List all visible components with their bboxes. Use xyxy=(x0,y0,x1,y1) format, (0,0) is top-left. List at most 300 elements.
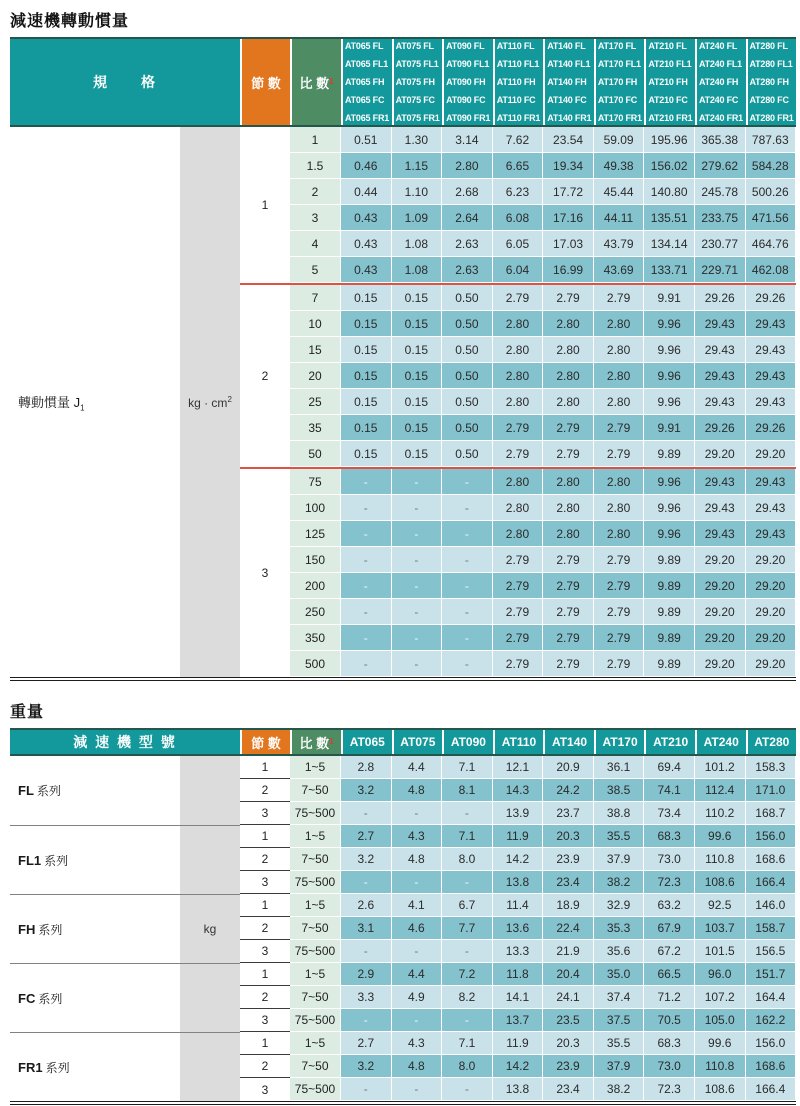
value-cell: 2.63 xyxy=(442,257,493,282)
value-cell: 2.79 xyxy=(493,285,544,310)
value-cell: 6.23 xyxy=(493,179,544,204)
ratio-cell: 10 xyxy=(290,311,341,336)
value-cell: 3.1 xyxy=(341,917,392,940)
weight-unit-cell xyxy=(180,1032,240,1101)
value-cell: 2.79 xyxy=(594,415,645,440)
value-cell: 3.2 xyxy=(341,848,392,871)
weight-series-rows xyxy=(240,1032,796,1101)
value-cell: 23.9 xyxy=(543,848,594,871)
value-cell: 29.43 xyxy=(695,311,746,336)
section-number-cell: 1 xyxy=(240,963,290,986)
value-cell: 195.96 xyxy=(644,127,695,152)
value-cell: 37.9 xyxy=(594,1055,645,1078)
value-cell: 0.51 xyxy=(341,127,392,152)
weight-data-row xyxy=(240,825,796,848)
value-cell: 2.79 xyxy=(594,599,645,624)
model-column-header-line: AT110 FL1 xyxy=(496,59,540,69)
value-cell: 23.4 xyxy=(543,871,594,894)
value-cell: 2.79 xyxy=(493,599,544,624)
weight-unit-cell xyxy=(180,894,240,963)
section-number-cell: 3 xyxy=(240,871,290,894)
value-cell: 6.7 xyxy=(442,894,493,917)
value-cell: - xyxy=(442,871,493,894)
value-cell: 500.26 xyxy=(746,179,797,204)
value-cell: - xyxy=(341,651,392,676)
inertia-data-row xyxy=(290,547,796,573)
value-cell: 7.1 xyxy=(442,756,493,779)
value-cell: 29.43 xyxy=(746,521,797,546)
value-cell: 365.38 xyxy=(695,127,746,152)
value-cell: 1.15 xyxy=(392,153,443,178)
value-cell: 2.80 xyxy=(543,389,594,414)
model-column-header xyxy=(493,39,544,125)
value-cell: 2.80 xyxy=(493,337,544,362)
weight-data-row xyxy=(240,871,796,894)
weight-ratio-header-cell: 比 數 1 xyxy=(290,730,341,754)
inertia-section-group xyxy=(240,283,796,467)
value-cell: 29.20 xyxy=(695,651,746,676)
value-cell: 2.64 xyxy=(442,205,493,230)
inertia-data-row xyxy=(290,573,796,599)
value-cell: 0.15 xyxy=(341,285,392,310)
section-number-cell: 3 xyxy=(240,802,290,825)
weight-ratio-header-label: 比 數 xyxy=(299,735,330,751)
value-cell: 2.80 xyxy=(594,389,645,414)
value-cell: 0.43 xyxy=(341,257,392,282)
value-cell: 0.15 xyxy=(341,441,392,466)
model-column-header: AT065 xyxy=(341,730,392,754)
value-cell: 166.4 xyxy=(746,871,797,894)
value-cell: 2.80 xyxy=(543,311,594,336)
model-column-header-line: AT240 FL1 xyxy=(698,59,742,69)
model-column-header-line: AT090 FC xyxy=(446,95,486,105)
value-cell: 11.9 xyxy=(493,825,544,848)
value-cell: 43.69 xyxy=(594,257,645,282)
section-number-cell: 3 xyxy=(240,1009,290,1032)
value-cell: 2.80 xyxy=(543,495,594,520)
model-column-header: AT110 xyxy=(493,730,544,754)
model-column-header-line: AT140 FC xyxy=(547,95,587,105)
value-cell: 2.80 xyxy=(493,389,544,414)
inertia-data-row xyxy=(290,127,796,153)
value-cell: - xyxy=(392,521,443,546)
value-cell: 171.0 xyxy=(746,779,797,802)
value-cell: 37.5 xyxy=(594,1009,645,1032)
value-cell: 66.5 xyxy=(644,963,695,986)
value-cell: - xyxy=(341,573,392,598)
value-cell: 0.50 xyxy=(442,415,493,440)
value-cell: 9.89 xyxy=(644,625,695,650)
value-cell: 2.9 xyxy=(341,963,392,986)
inertia-data-row xyxy=(290,469,796,495)
value-cell: 9.89 xyxy=(644,573,695,598)
value-cell: 9.96 xyxy=(644,363,695,388)
inertia-data-row xyxy=(290,153,796,179)
value-cell: 1.30 xyxy=(392,127,443,152)
model-column-header-line: AT110 FC xyxy=(496,95,536,105)
value-cell: 471.56 xyxy=(746,205,797,230)
value-cell: 0.15 xyxy=(341,415,392,440)
value-cell: 2.79 xyxy=(543,441,594,466)
ratio-cell: 7 xyxy=(290,285,341,310)
model-column-header xyxy=(442,39,493,125)
value-cell: 110.8 xyxy=(695,1055,746,1078)
weight-data-row xyxy=(240,940,796,963)
series-name: FL xyxy=(18,783,34,798)
value-cell: 68.3 xyxy=(644,1032,695,1055)
weight-table-title: 重量 xyxy=(10,704,45,721)
spec-header-cell xyxy=(10,39,240,125)
value-cell: 2.80 xyxy=(543,521,594,546)
value-cell: 17.72 xyxy=(543,179,594,204)
value-cell: 9.91 xyxy=(644,415,695,440)
value-cell: 21.9 xyxy=(543,940,594,963)
value-cell: 2.79 xyxy=(543,547,594,572)
section-number-cell: 1 xyxy=(240,894,290,917)
value-cell: 168.6 xyxy=(746,848,797,871)
value-cell: 135.51 xyxy=(644,205,695,230)
inertia-unit-label: kg · $cm^2$ xyxy=(188,394,232,410)
value-cell: 2.79 xyxy=(493,625,544,650)
model-column-header: AT240 xyxy=(695,730,746,754)
value-cell: - xyxy=(341,521,392,546)
weight-series-group xyxy=(10,756,796,825)
value-cell: 14.2 xyxy=(493,848,544,871)
value-cell: 112.4 xyxy=(695,779,746,802)
model-column-header-line: AT170 FL xyxy=(597,41,637,51)
value-cell: 230.77 xyxy=(695,231,746,256)
inertia-data-row xyxy=(290,337,796,363)
ratio-cell: 1.5 xyxy=(290,153,341,178)
value-cell: 1.09 xyxy=(392,205,443,230)
model-column-header-line: AT090 FR1 xyxy=(446,113,491,123)
value-cell: 29.20 xyxy=(695,441,746,466)
model-column-header-line: AT090 FL1 xyxy=(446,59,490,69)
value-cell: 92.5 xyxy=(695,894,746,917)
value-cell: 0.15 xyxy=(392,363,443,388)
value-cell: - xyxy=(392,625,443,650)
value-cell: - xyxy=(341,599,392,624)
value-cell: 35.6 xyxy=(594,940,645,963)
value-cell: 0.15 xyxy=(392,415,443,440)
section-number-cell: 2 xyxy=(240,779,290,802)
section-number-cell: 3 xyxy=(240,940,290,963)
section-number-cell: 2 xyxy=(240,1055,290,1078)
model-column-header-line: AT140 FR1 xyxy=(547,113,592,123)
value-cell: - xyxy=(392,469,443,494)
value-cell: 4.9 xyxy=(392,986,443,1009)
value-cell: 17.16 xyxy=(543,205,594,230)
value-cell: 7.62 xyxy=(493,127,544,152)
value-cell: 0.15 xyxy=(392,441,443,466)
value-cell: 4.8 xyxy=(392,848,443,871)
value-cell: 134.14 xyxy=(644,231,695,256)
value-cell: 23.54 xyxy=(543,127,594,152)
value-cell: 6.05 xyxy=(493,231,544,256)
value-cell: 9.89 xyxy=(644,547,695,572)
value-cell: - xyxy=(442,469,493,494)
sections-header-cell xyxy=(240,39,290,125)
value-cell: 0.43 xyxy=(341,231,392,256)
value-cell: 24.2 xyxy=(543,779,594,802)
model-column-header-line: AT280 FL xyxy=(749,41,788,51)
model-column-header-line: AT110 FR1 xyxy=(496,113,541,123)
weight-groups xyxy=(10,756,796,1101)
value-cell: 59.09 xyxy=(594,127,645,152)
weight-series-rows xyxy=(240,825,796,894)
weight-model-headers xyxy=(341,730,796,754)
section-number-cell: 1 xyxy=(240,1032,290,1055)
value-cell: 13.6 xyxy=(493,917,544,940)
value-cell: 110.2 xyxy=(695,802,746,825)
weight-data-row xyxy=(240,963,796,986)
value-cell: - xyxy=(442,1078,493,1101)
value-cell: 0.15 xyxy=(341,337,392,362)
value-cell: - xyxy=(392,599,443,624)
value-cell: 14.1 xyxy=(493,986,544,1009)
value-cell: 2.8 xyxy=(341,756,392,779)
value-cell: 0.15 xyxy=(392,311,443,336)
model-column-header xyxy=(392,39,443,125)
value-cell: 2.80 xyxy=(594,469,645,494)
value-cell: 158.7 xyxy=(746,917,797,940)
value-cell: 67.9 xyxy=(644,917,695,940)
inertia-data-row xyxy=(290,441,796,467)
model-column-header-line: AT280 FH xyxy=(749,77,789,87)
value-cell: 4.3 xyxy=(392,1032,443,1055)
section-number-cell: 2 xyxy=(240,848,290,871)
value-cell: - xyxy=(341,1078,392,1101)
value-cell: - xyxy=(341,940,392,963)
value-cell: 0.44 xyxy=(341,179,392,204)
series-suffix: 系列 xyxy=(36,784,61,798)
value-cell: 3.14 xyxy=(442,127,493,152)
value-cell: 2.79 xyxy=(493,415,544,440)
value-cell: 0.15 xyxy=(392,389,443,414)
inertia-table xyxy=(10,37,796,681)
model-column-header-line: AT280 FR1 xyxy=(749,113,794,123)
value-cell: 9.89 xyxy=(644,651,695,676)
value-cell: 162.2 xyxy=(746,1009,797,1032)
value-cell: 13.8 xyxy=(493,1078,544,1101)
value-cell: 23.5 xyxy=(543,1009,594,1032)
value-cell: - xyxy=(341,495,392,520)
model-header-label: 減 速 機 型 號 xyxy=(73,734,177,750)
value-cell: 8.0 xyxy=(442,1055,493,1078)
value-cell: - xyxy=(341,871,392,894)
model-column-header-line: AT280 FL1 xyxy=(749,59,793,69)
value-cell: - xyxy=(341,1009,392,1032)
value-cell: 72.3 xyxy=(644,871,695,894)
value-cell: - xyxy=(392,871,443,894)
value-cell: 103.7 xyxy=(695,917,746,940)
inertia-table-header xyxy=(10,37,796,127)
inertia-data-row xyxy=(290,415,796,441)
value-cell: 4.4 xyxy=(392,963,443,986)
value-cell: 67.2 xyxy=(644,940,695,963)
value-cell: 158.3 xyxy=(746,756,797,779)
model-column-header-line: AT075 FL xyxy=(395,41,434,51)
value-cell: 29.20 xyxy=(695,599,746,624)
value-cell: - xyxy=(392,651,443,676)
value-cell: - xyxy=(442,495,493,520)
value-cell: 4.6 xyxy=(392,917,443,940)
value-cell: 2.80 xyxy=(543,469,594,494)
value-cell: 156.0 xyxy=(746,1032,797,1055)
value-cell: 1.08 xyxy=(392,257,443,282)
value-cell: 2.79 xyxy=(594,625,645,650)
inertia-data-row xyxy=(290,625,796,651)
value-cell: 24.1 xyxy=(543,986,594,1009)
value-cell: 168.7 xyxy=(746,802,797,825)
value-cell: 29.20 xyxy=(695,547,746,572)
value-cell: 19.34 xyxy=(543,153,594,178)
value-cell: 101.2 xyxy=(695,756,746,779)
value-cell: 29.26 xyxy=(695,415,746,440)
value-cell: 9.96 xyxy=(644,495,695,520)
model-column-header-line: AT140 FH xyxy=(547,77,587,87)
weight-sections-header-label: 節 數 xyxy=(251,735,281,751)
inertia-data-row xyxy=(290,599,796,625)
value-cell: 29.20 xyxy=(746,547,797,572)
section-number-cell: 3 xyxy=(240,469,290,677)
model-column-header xyxy=(341,39,392,125)
inertia-data-row xyxy=(290,311,796,337)
value-cell: 12.1 xyxy=(493,756,544,779)
value-cell: 9.96 xyxy=(644,469,695,494)
value-cell: 4.1 xyxy=(392,894,443,917)
value-cell: 140.80 xyxy=(644,179,695,204)
value-cell: 2.79 xyxy=(543,573,594,598)
value-cell: 2.79 xyxy=(493,441,544,466)
section-number-cell: 2 xyxy=(240,285,290,467)
value-cell: 36.1 xyxy=(594,756,645,779)
section-number-cell: 1 xyxy=(240,825,290,848)
value-cell: 9.89 xyxy=(644,441,695,466)
weight-series-rows xyxy=(240,756,796,825)
weight-data-row xyxy=(240,779,796,802)
section-number-cell: 1 xyxy=(240,127,290,283)
ratio-range-cell: 1~5 xyxy=(290,963,341,986)
value-cell: 0.15 xyxy=(341,363,392,388)
value-cell: 35.5 xyxy=(594,1032,645,1055)
value-cell: 7.1 xyxy=(442,825,493,848)
value-cell: 2.68 xyxy=(442,179,493,204)
value-cell: 23.4 xyxy=(543,1078,594,1101)
ratio-cell: 350 xyxy=(290,625,341,650)
model-column-header-line: AT110 FL xyxy=(496,41,535,51)
value-cell: - xyxy=(442,625,493,650)
value-cell: 37.9 xyxy=(594,848,645,871)
value-cell: 2.79 xyxy=(543,625,594,650)
inertia-data-row xyxy=(290,205,796,231)
ratio-range-cell: 75~500 xyxy=(290,1009,341,1032)
model-column-header-line: AT065 FH xyxy=(345,77,385,87)
model-column-header-line: AT075 FR1 xyxy=(395,113,440,123)
ratio-cell: 5 xyxy=(290,257,341,282)
model-column-header-line: AT240 FL xyxy=(698,41,738,51)
series-name: FR1 xyxy=(18,1059,43,1075)
value-cell: 29.20 xyxy=(746,599,797,624)
value-cell: 2.79 xyxy=(594,573,645,598)
value-cell: 29.43 xyxy=(695,469,746,494)
value-cell: 9.89 xyxy=(644,599,695,624)
weight-series-rows xyxy=(240,963,796,1032)
inertia-table-body xyxy=(10,127,796,681)
value-cell: 29.20 xyxy=(746,573,797,598)
weight-data-row xyxy=(240,1009,796,1032)
ratio-cell: 1 xyxy=(290,127,341,152)
weight-sections-header-cell xyxy=(240,730,290,754)
value-cell: 8.2 xyxy=(442,986,493,1009)
value-cell: 73.0 xyxy=(644,1055,695,1078)
value-cell: 584.28 xyxy=(746,153,797,178)
value-cell: - xyxy=(341,469,392,494)
model-column-header-line: AT210 FL xyxy=(648,41,687,51)
ratio-cell: 20 xyxy=(290,363,341,388)
value-cell: 108.6 xyxy=(695,1078,746,1101)
value-cell: 38.5 xyxy=(594,779,645,802)
weight-table-body xyxy=(10,756,796,1105)
value-cell: 2.63 xyxy=(442,231,493,256)
model-column-header-line: AT065 FL xyxy=(345,41,384,51)
value-cell: 20.3 xyxy=(543,1032,594,1055)
ratio-range-cell: 75~500 xyxy=(290,802,341,825)
value-cell: 38.2 xyxy=(594,871,645,894)
value-cell: 29.20 xyxy=(746,441,797,466)
value-cell: 787.63 xyxy=(746,127,797,152)
value-cell: 279.62 xyxy=(695,153,746,178)
value-cell: 4.8 xyxy=(392,779,443,802)
inertia-data-row xyxy=(290,651,796,677)
value-cell: 14.3 xyxy=(493,779,544,802)
value-cell: 0.15 xyxy=(392,285,443,310)
inertia-row-label: 轉動慣量 $J_1$ xyxy=(18,394,85,413)
weight-data-row xyxy=(240,917,796,940)
model-column-header-line: AT170 FR1 xyxy=(597,113,642,123)
model-column-header-line: AT110 FH xyxy=(496,77,536,87)
inertia-unit-cell xyxy=(180,127,240,677)
value-cell: - xyxy=(392,573,443,598)
model-column-header-line: AT065 FC xyxy=(345,95,385,105)
value-cell: 462.08 xyxy=(746,257,797,282)
ratio-range-cell: 7~50 xyxy=(290,986,341,1009)
model-column-header-line: AT210 FH xyxy=(648,77,688,87)
inertia-section-group xyxy=(240,467,796,677)
spec-header-label: 規 格 xyxy=(93,74,157,90)
ratio-cell: 500 xyxy=(290,651,341,676)
value-cell: 2.79 xyxy=(493,547,544,572)
ratio-range-cell: 75~500 xyxy=(290,940,341,963)
model-column-header-line: AT280 FC xyxy=(749,95,789,105)
model-column-header: AT140 xyxy=(543,730,594,754)
model-column-header-line: AT170 FC xyxy=(597,95,638,105)
series-suffix: 系列 xyxy=(38,922,63,937)
value-cell: 68.3 xyxy=(644,825,695,848)
inertia-data-row xyxy=(290,179,796,205)
value-cell: 2.80 xyxy=(594,311,645,336)
value-cell: 0.15 xyxy=(341,311,392,336)
value-cell: 156.0 xyxy=(746,825,797,848)
value-cell: 29.20 xyxy=(746,625,797,650)
value-cell: - xyxy=(392,940,443,963)
value-cell: 29.43 xyxy=(695,495,746,520)
value-cell: 29.26 xyxy=(746,285,797,310)
model-column-header-line: AT065 FR1 xyxy=(345,113,390,123)
value-cell: - xyxy=(392,547,443,572)
model-column-header: AT210 xyxy=(644,730,695,754)
value-cell: 20.3 xyxy=(543,825,594,848)
